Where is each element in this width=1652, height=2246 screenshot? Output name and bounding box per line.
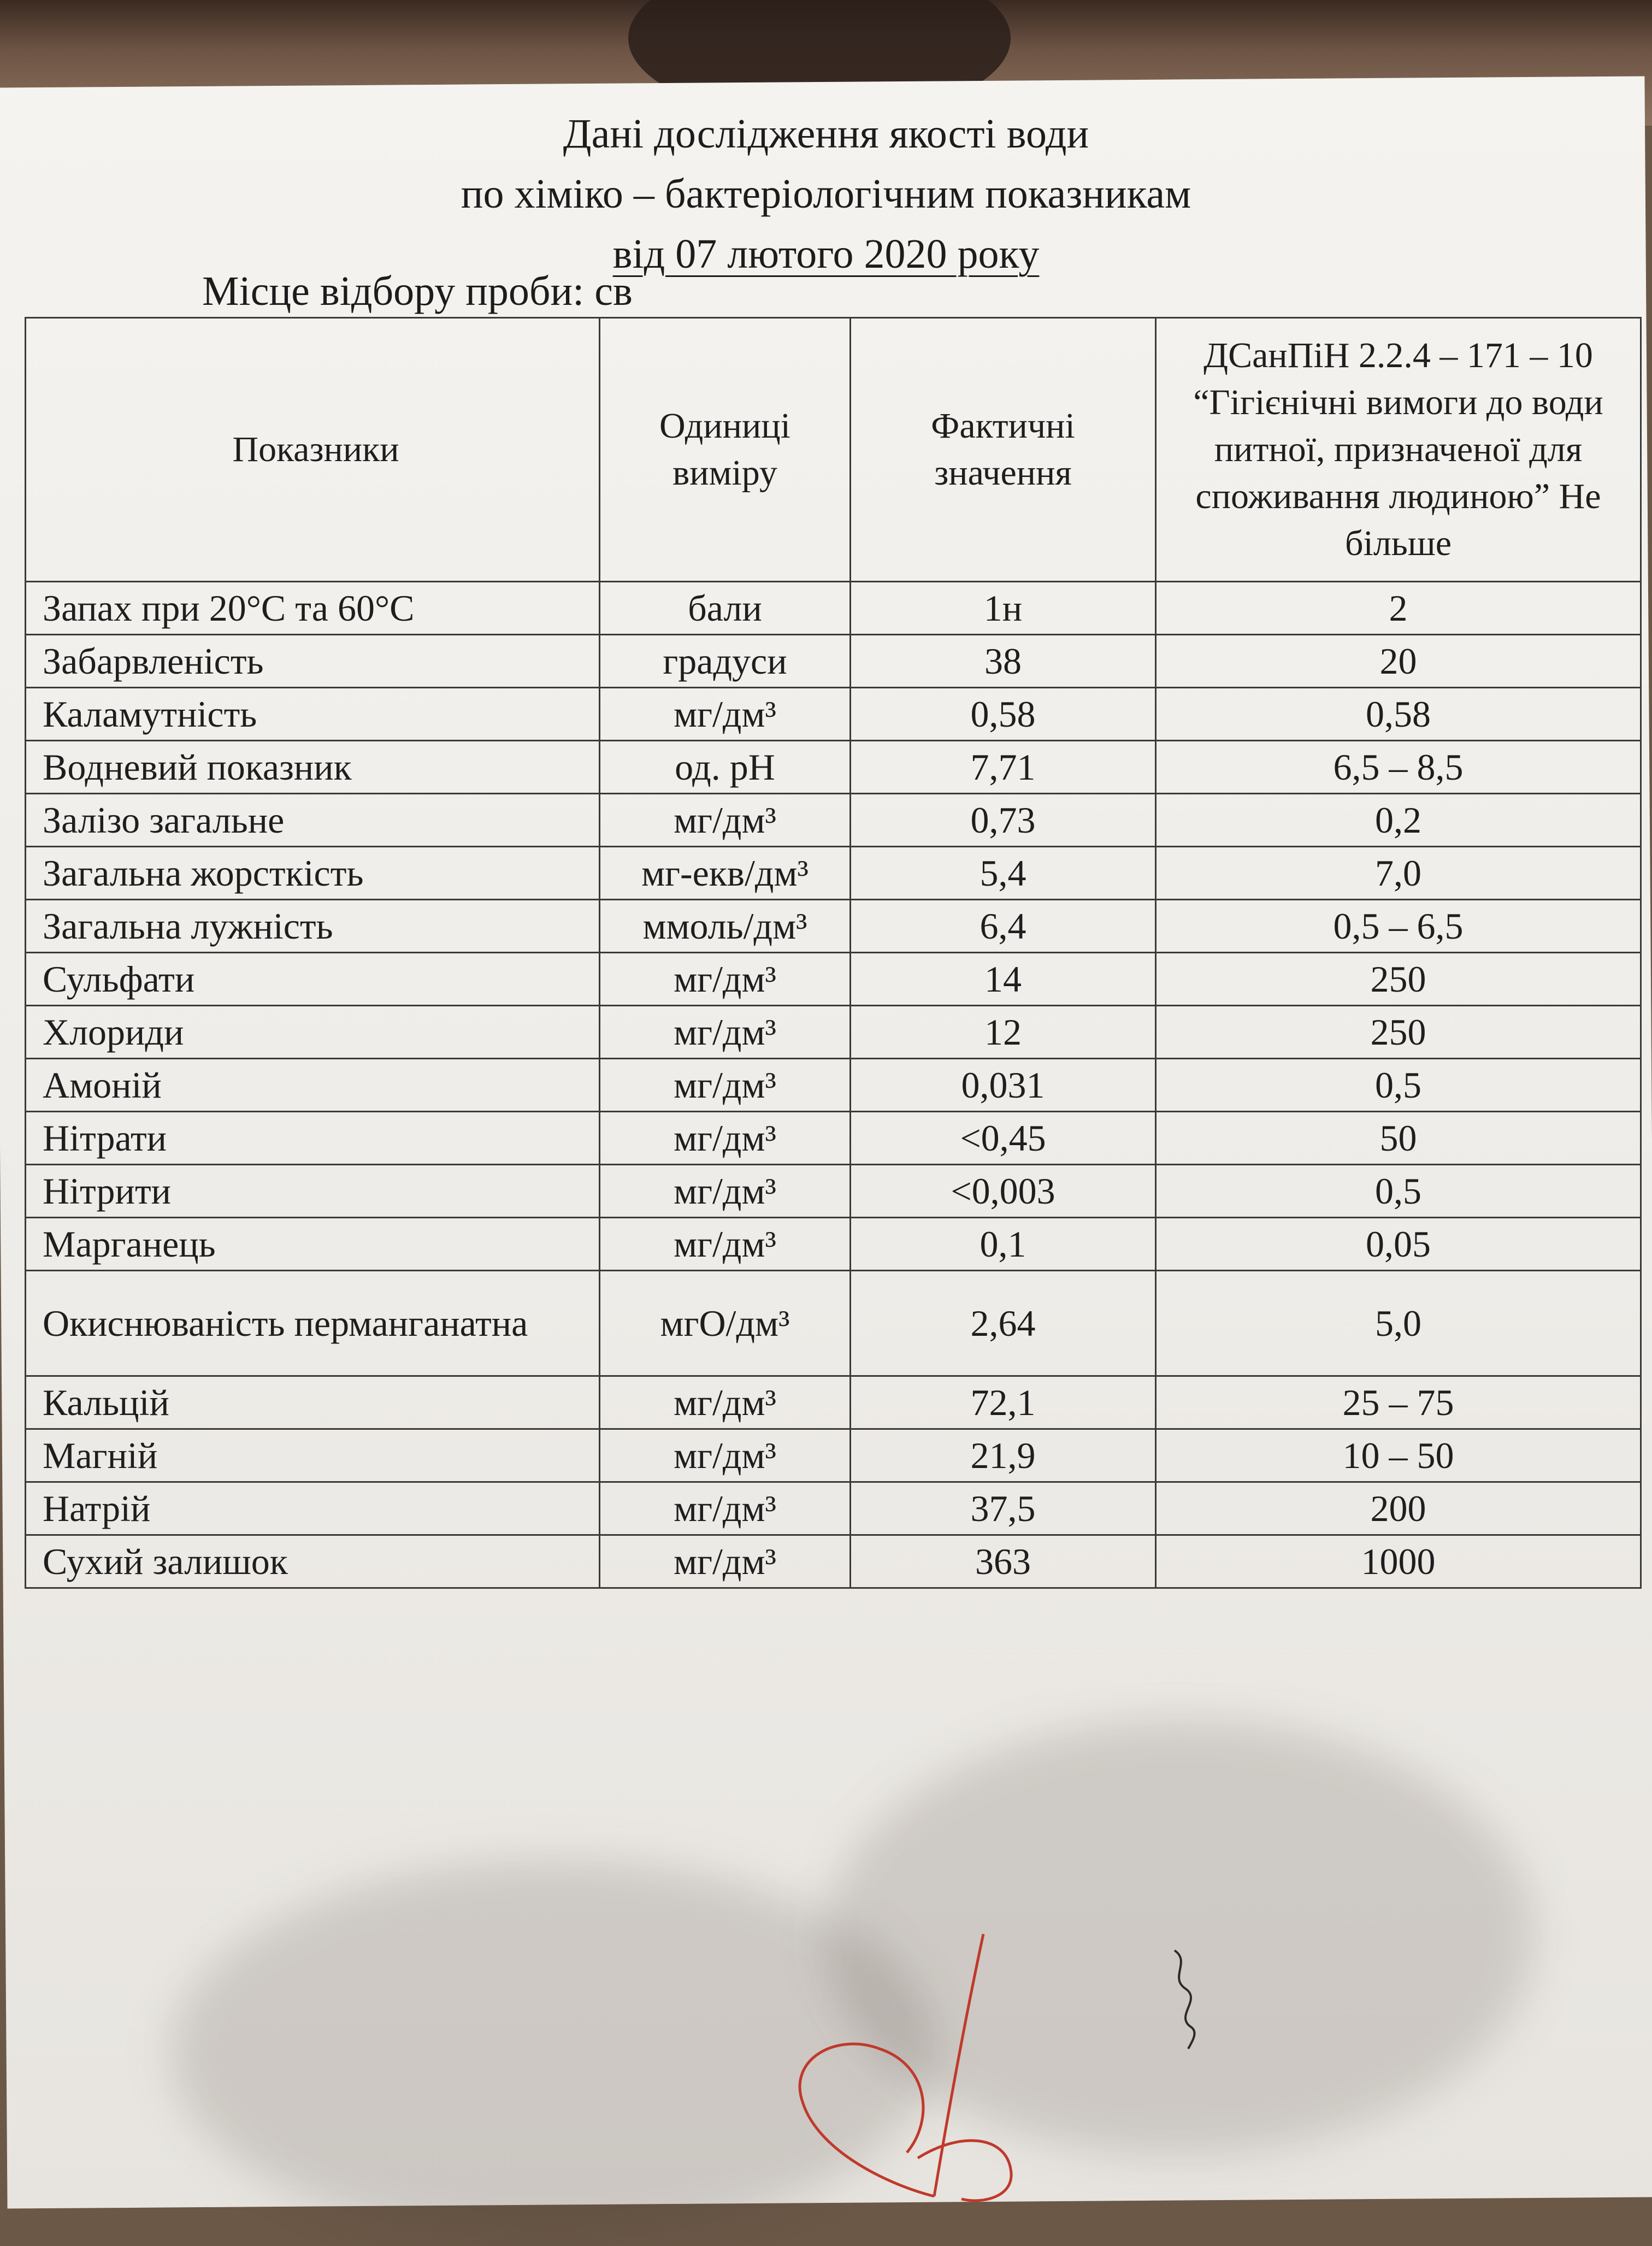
row-indicator: Загальна жорсткість [26, 847, 600, 900]
row-standard: 50 [1156, 1112, 1641, 1165]
row-value: 37,5 [851, 1482, 1156, 1535]
row-unit: мг/дм³ [600, 1535, 851, 1588]
row-indicator: Амоній [26, 1059, 600, 1112]
row-standard: 6,5 – 8,5 [1156, 741, 1641, 794]
row-standard: 250 [1156, 953, 1641, 1006]
row-indicator: Нітрити [26, 1165, 600, 1218]
row-indicator: Забарвленість [26, 635, 600, 688]
row-unit: бали [600, 582, 851, 635]
table-row [26, 1429, 1641, 1482]
row-indicator: Запах при 20°С та 60°С [26, 582, 600, 635]
row-value: 12 [851, 1006, 1156, 1059]
header-indicators: Показники [26, 318, 600, 582]
row-indicator: Магній [26, 1429, 600, 1482]
title-line-2: по хіміко – бактеріологічним показникам [461, 171, 1191, 217]
row-value: <0,003 [851, 1165, 1156, 1218]
row-value: 0,73 [851, 794, 1156, 847]
row-value: 1н [851, 582, 1156, 635]
table-row [26, 1376, 1641, 1429]
row-standard: 0,05 [1156, 1218, 1641, 1271]
table-row [26, 794, 1641, 847]
row-standard: 7,0 [1156, 847, 1641, 900]
row-value: 7,71 [851, 741, 1156, 794]
table-row [26, 1535, 1641, 1588]
document-title [0, 104, 1652, 284]
row-indicator: Сухий залишок [26, 1535, 600, 1588]
row-standard: 25 – 75 [1156, 1376, 1641, 1429]
row-unit: мг-екв/дм³ [600, 847, 851, 900]
table-row [26, 741, 1641, 794]
row-standard: 0,5 [1156, 1059, 1641, 1112]
row-indicator: Натрій [26, 1482, 600, 1535]
row-indicator: Нітрати [26, 1112, 600, 1165]
table-row [26, 847, 1641, 900]
row-unit: мг/дм³ [600, 1429, 851, 1482]
table-row [26, 1218, 1641, 1271]
row-value: 6,4 [851, 900, 1156, 953]
row-indicator: Залізо загальне [26, 794, 600, 847]
row-unit: мг/дм³ [600, 1376, 851, 1429]
row-unit: мг/дм³ [600, 953, 851, 1006]
table-row [26, 1006, 1641, 1059]
row-standard: 1000 [1156, 1535, 1641, 1588]
handwritten-mark [1158, 1945, 1213, 2054]
table-header-row [26, 318, 1641, 582]
header-standard: ДСанПіН 2.2.4 – 171 – 10 “Гігієнічні вимоги до води питної, призначеної для споживання людиною” Не більше [1156, 318, 1641, 582]
row-value: 5,4 [851, 847, 1156, 900]
row-indicator: Водневий показник [26, 741, 600, 794]
row-value: 21,9 [851, 1429, 1156, 1482]
row-value: 14 [851, 953, 1156, 1006]
row-unit: мг/дм³ [600, 1059, 851, 1112]
row-unit: мг/дм³ [600, 1218, 851, 1271]
row-standard: 20 [1156, 635, 1641, 688]
row-value: 0,1 [851, 1218, 1156, 1271]
row-standard: 2 [1156, 582, 1641, 635]
table-row [26, 635, 1641, 688]
title-line-3: від 07 лютого 2020 року [612, 231, 1040, 277]
row-standard: 0,5 – 6,5 [1156, 900, 1641, 953]
row-value: 72,1 [851, 1376, 1156, 1429]
table-row [26, 1482, 1641, 1535]
row-standard: 0,58 [1156, 688, 1641, 741]
row-unit: од. рН [600, 741, 851, 794]
handwritten-signature [754, 1923, 1082, 2207]
row-indicator: Загальна лужність [26, 900, 600, 953]
table-body [26, 582, 1641, 1588]
sample-place: Місце відбору проби: св [202, 268, 633, 314]
row-value: <0,45 [851, 1112, 1156, 1165]
row-value: 38 [851, 635, 1156, 688]
row-indicator: Окиснюваність перманганатна [26, 1271, 600, 1376]
row-indicator: Марганець [26, 1218, 600, 1271]
row-unit: ммоль/дм³ [600, 900, 851, 953]
row-value: 0,58 [851, 688, 1156, 741]
row-unit: мг/дм³ [600, 1006, 851, 1059]
row-unit: градуси [600, 635, 851, 688]
row-standard: 0,5 [1156, 1165, 1641, 1218]
row-indicator: Кальцій [26, 1376, 600, 1429]
row-standard: 0,2 [1156, 794, 1641, 847]
table-row [26, 1059, 1641, 1112]
header-actual-values: Фактичні значення [851, 318, 1156, 582]
row-standard: 200 [1156, 1482, 1641, 1535]
row-standard: 5,0 [1156, 1271, 1641, 1376]
row-unit: мг/дм³ [600, 794, 851, 847]
row-standard: 10 – 50 [1156, 1429, 1641, 1482]
header-units: Одиниці виміру [600, 318, 851, 582]
row-indicator: Каламутність [26, 688, 600, 741]
table-row [26, 900, 1641, 953]
row-standard: 250 [1156, 1006, 1641, 1059]
row-unit: мг/дм³ [600, 1482, 851, 1535]
row-value: 2,64 [851, 1271, 1156, 1376]
row-indicator: Сульфати [26, 953, 600, 1006]
title-line-1: Дані дослідження якості води [563, 111, 1089, 157]
table-row [26, 688, 1641, 741]
row-unit: мг/дм³ [600, 688, 851, 741]
results-table [25, 317, 1642, 1589]
table-row [26, 953, 1641, 1006]
row-unit: мг/дм³ [600, 1112, 851, 1165]
row-unit: мгО/дм³ [600, 1271, 851, 1376]
row-unit: мг/дм³ [600, 1165, 851, 1218]
row-indicator: Хлориди [26, 1006, 600, 1059]
row-value: 0,031 [851, 1059, 1156, 1112]
table-row [26, 582, 1641, 635]
row-value: 363 [851, 1535, 1156, 1588]
table-row [26, 1112, 1641, 1165]
table-row [26, 1271, 1641, 1376]
table-row [26, 1165, 1641, 1218]
